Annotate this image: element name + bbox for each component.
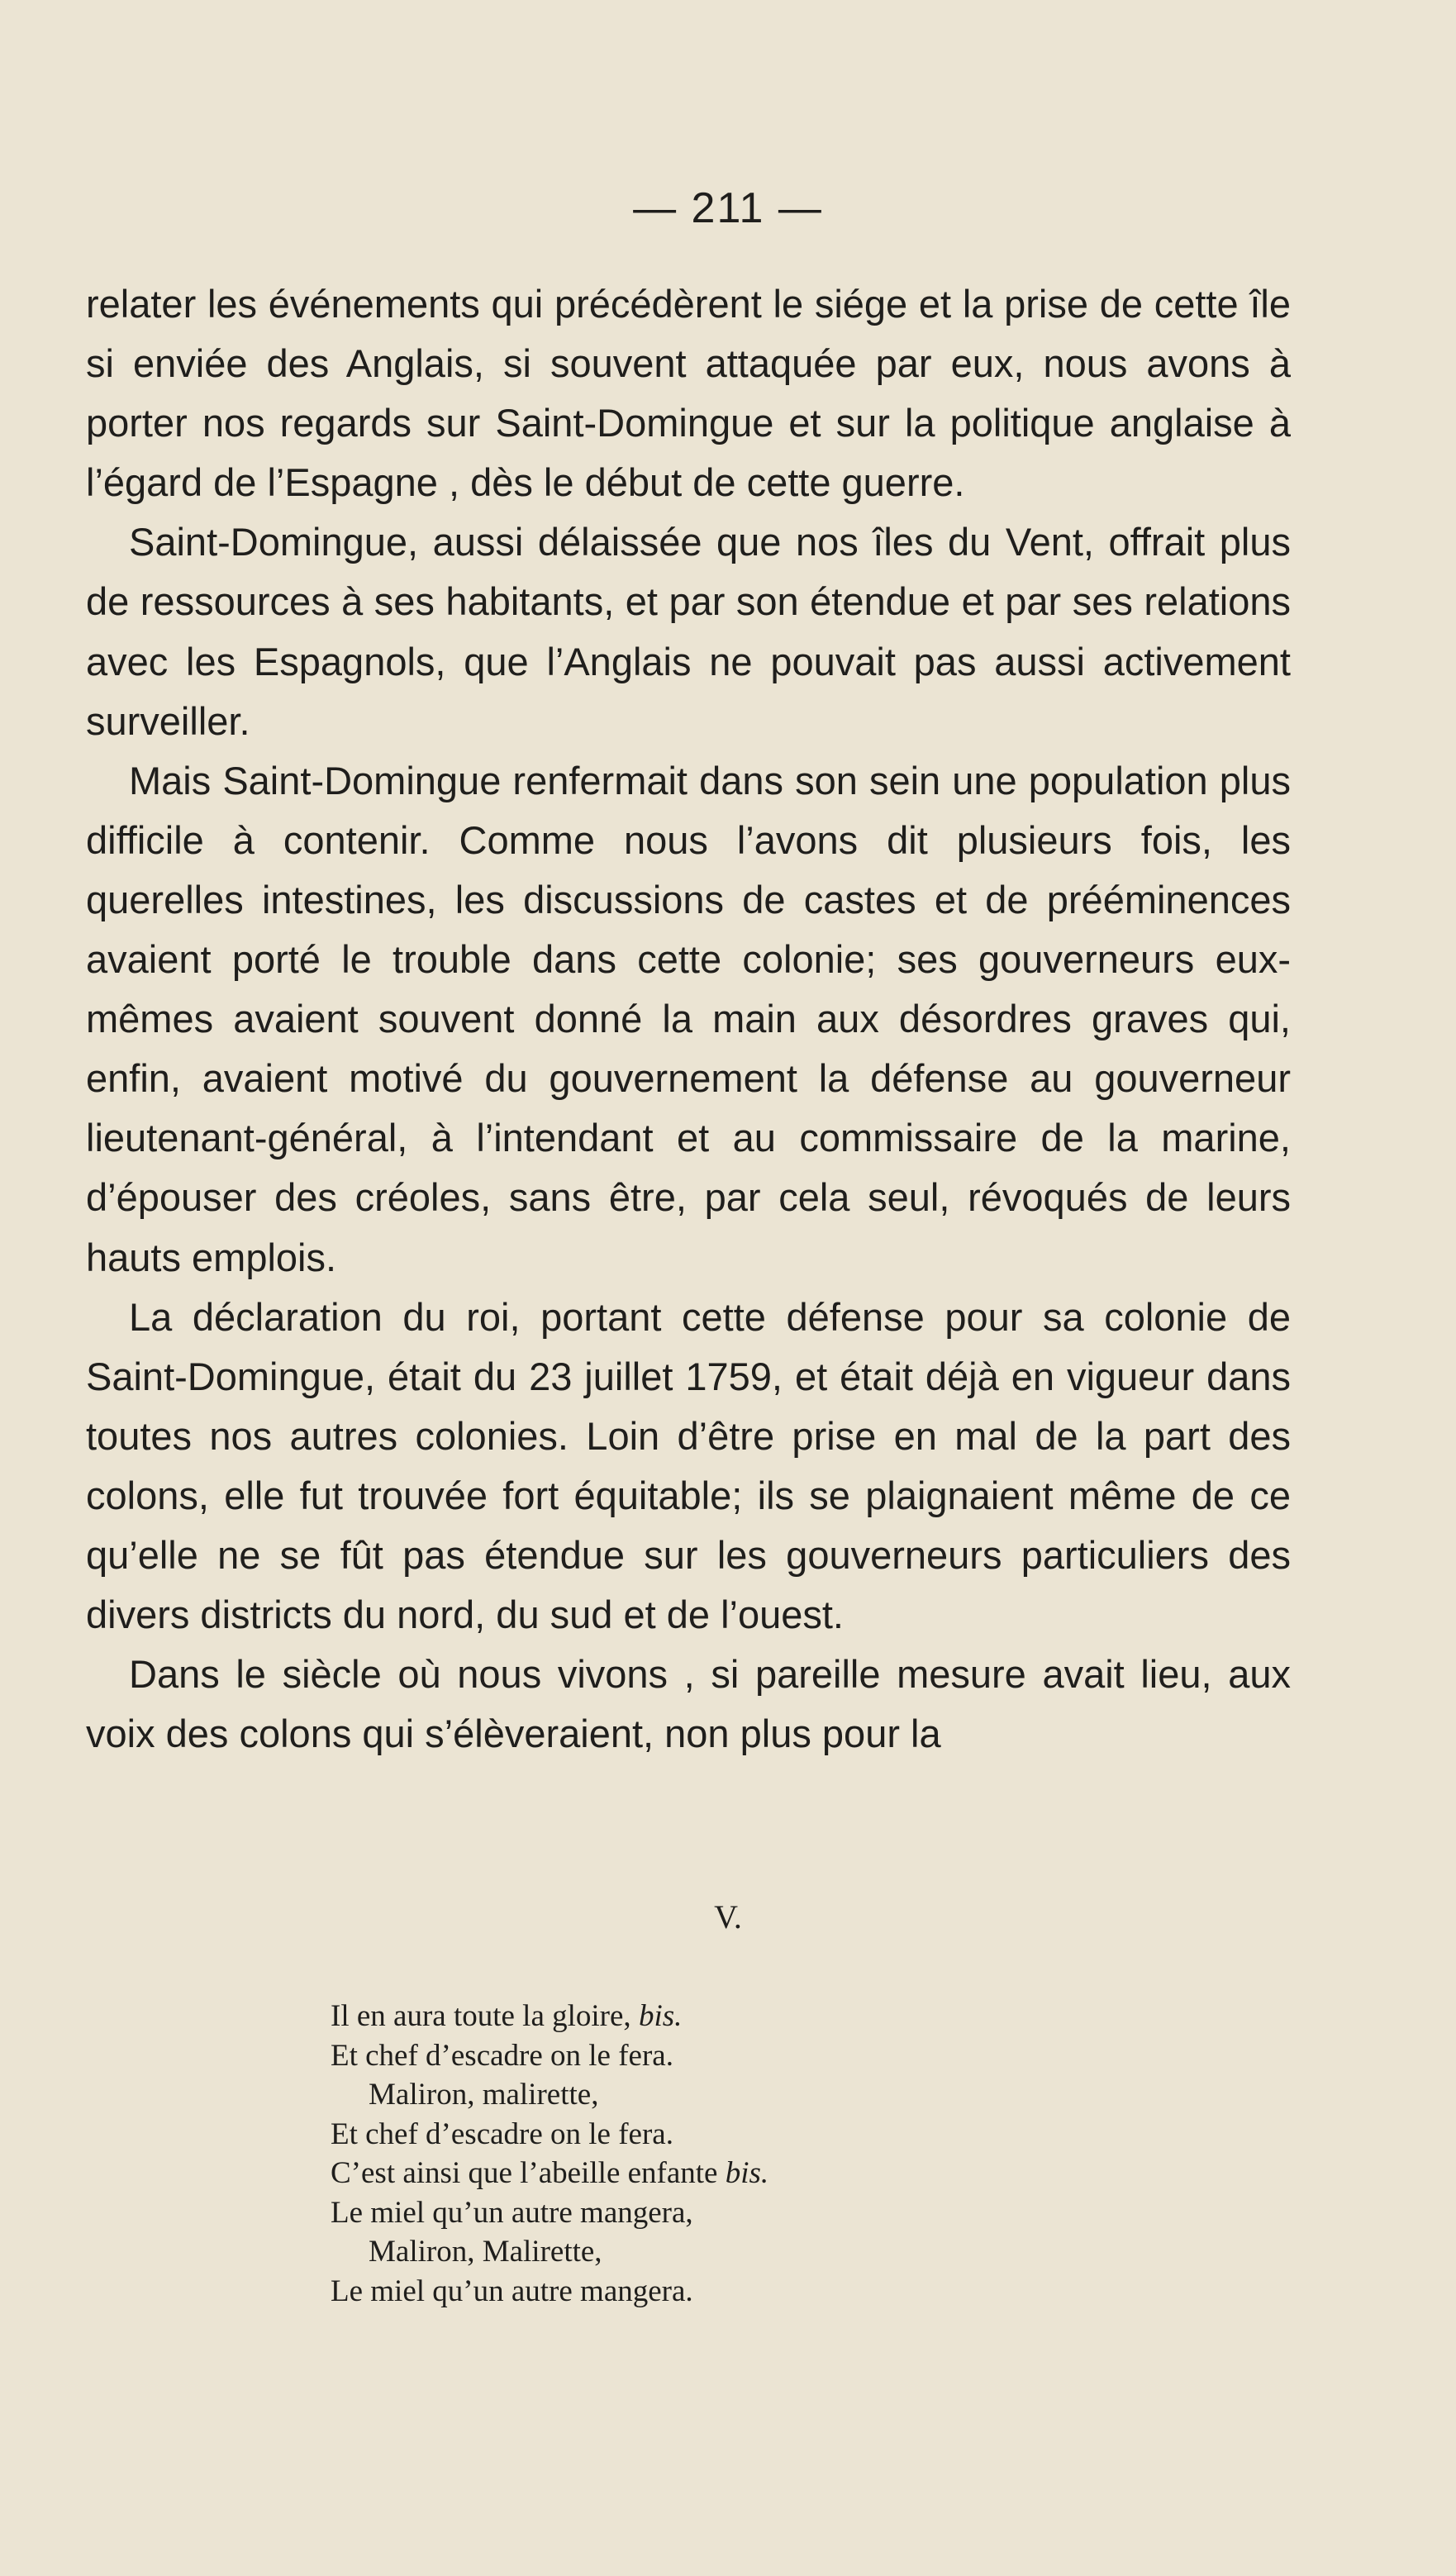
verse-line: Maliron, malirette, — [369, 2078, 599, 2112]
paragraph: relater les événements qui précédèrent le siége et la prise de cette île si enviée des Anglais, si souvent attaquée par eux, nous avons à porter nos regards sur Saint-Domingue et sur la politique anglaise à l’égard de l’Espagne , dès le début de cette guerre. — [86, 282, 1291, 505]
body-text — [86, 274, 1291, 1764]
song-verse — [331, 1997, 768, 2311]
paragraph: Mais Saint-Domingue renfermait dans son sein une population plus difficile à contenir. Comme nous l’avons dit plusieurs fois, les querelles intestines, les discussions de castes et de prééminences avaient porté le trouble dans cette colonie; ses gouverneurs eux-mêmes avaient souvent donné la main aux désordres graves qui, enfin, avaient motivé du gouvernement la défense au gouverneur lieutenant-général, à l’intendant et au commissaire de la marine, d’épouser des créoles, sans être, par cela seul, révoqués de leurs hauts emplois. — [86, 758, 1291, 1279]
verse-line: Il en aura toute la gloire, bis. — [331, 1999, 683, 2033]
verse-line: Le miel qu’un autre mangera, — [331, 2195, 693, 2230]
paragraph: Dans le siècle où nous vivons , si pareille mesure avait lieu, aux voix des colons qui s’élèveraient, non plus pour la — [86, 1652, 1291, 1756]
footnote-section-mark: V. — [714, 1898, 742, 1936]
paragraph: Saint-Domingue, aussi délaissée que nos îles du Vent, offrait plus de ressources à ses habitants, et par son étendue et par ses relations avec les Espagnols, que l’Anglais ne pouvait pas aussi activement surveiller. — [86, 520, 1291, 743]
verse-line: Et chef d’escadre on le fera. — [331, 2038, 673, 2073]
verse-line: Le miel qu’un autre mangera. — [331, 2274, 693, 2308]
verse-line: Maliron, Malirette, — [369, 2235, 602, 2269]
verse-line: Et chef d’escadre on le fera. — [331, 2117, 673, 2151]
verse-line: C’est ainsi que l’abeille enfante bis. — [331, 2156, 769, 2190]
paragraph: La déclaration du roi, portant cette défense pour sa colonie de Saint-Domingue, était du 23 juillet 1759, et était déjà en vigueur dans toutes nos autres colonies. Loin d’être prise en mal de la part des colons, elle fut trouvée fort équitable; ils se plaignaient même de ce qu’elle ne se fût pas étendue sur les gouverneurs particuliers des divers districts du nord, du sud et de l’ouest. — [86, 1294, 1291, 1637]
page-number: — 211 — — [633, 184, 823, 232]
